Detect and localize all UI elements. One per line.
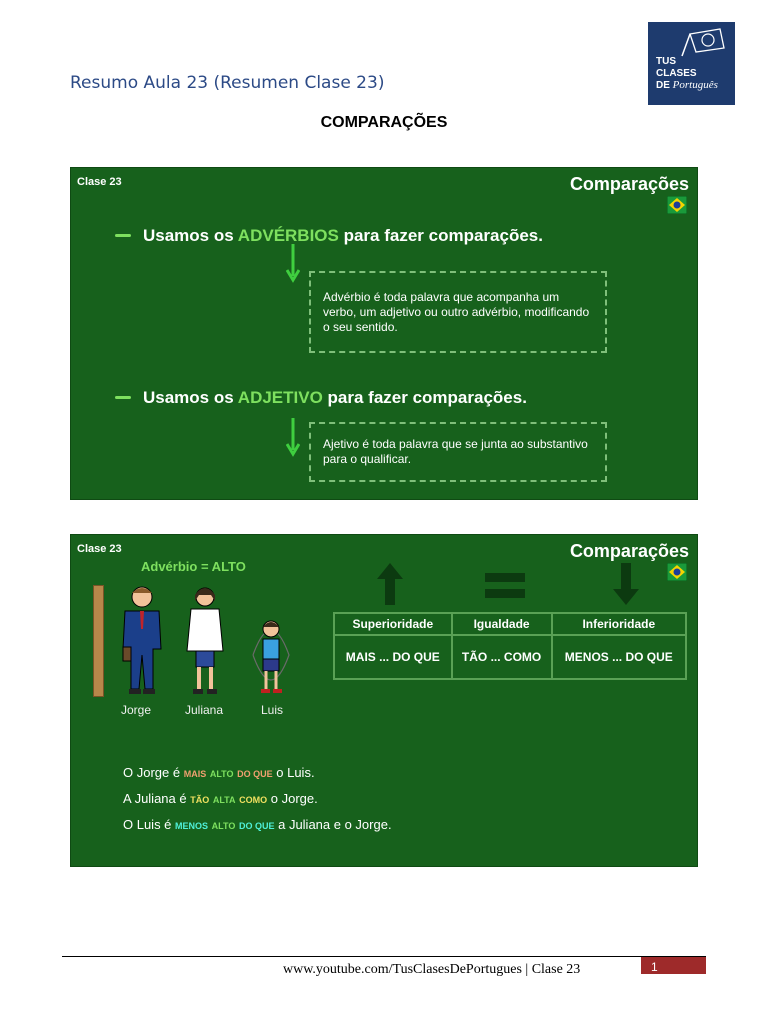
brazil-flag-icon: [667, 563, 687, 581]
man-figure-icon: [119, 585, 165, 697]
boy-jumping-rope-icon: [247, 615, 295, 697]
brazil-flag-icon: [667, 196, 687, 214]
slide-comparacoes: [70, 534, 698, 867]
slide-adverbios: [70, 167, 698, 500]
value-superioridade: MAIS ... DO QUE: [334, 635, 452, 679]
footer-text: www.youtube.com/TusClasesDePortugues | Clase 23: [283, 962, 581, 977]
value-igualdade: TÃO ... COMO: [452, 635, 552, 679]
adverbio-definition-box: Advérbio é toda palavra que acompanha um verbo, um adjetivo ou outro advérbio, modificando o seu sentido.: [309, 271, 607, 353]
document-title: Resumo Aula 23 (Resumen Clase 23): [70, 73, 385, 93]
down-arrow-icon: [286, 418, 300, 458]
value-inferioridade: MENOS ... DO QUE: [552, 635, 686, 679]
name-luis: Luis: [261, 703, 284, 717]
adjetivo-definition-box: Ajetivo é toda palavra que se junta ao substantivo para o qualificar.: [309, 422, 607, 482]
down-arrow-dark-icon: [613, 563, 639, 605]
adverbio-label: Advérbio = ALTO: [141, 559, 246, 574]
logo-line-3: DE Português: [656, 79, 718, 91]
page-heading: COMPARAÇÕES: [320, 114, 448, 131]
logo: [648, 22, 735, 105]
comparison-table: [333, 612, 687, 680]
name-juliana: Juliana: [185, 703, 224, 717]
header-inferioridade: Inferioridade: [552, 613, 686, 635]
header-superioridade: Superioridade: [334, 613, 452, 635]
slide-class-label: Clase 23: [77, 176, 122, 188]
adjetivo-statement: Usamos os ADJETIVO para fazer comparações.: [143, 388, 527, 407]
bullet-dash-icon: [115, 396, 131, 399]
woman-doctor-figure-icon: [183, 585, 227, 697]
header-igualdade: Igualdade: [452, 613, 552, 635]
equals-sign-icon: [485, 573, 525, 599]
page-number: 1: [641, 957, 706, 974]
down-arrow-icon: [286, 244, 300, 284]
slide-class-label: Clase 23: [77, 543, 122, 555]
logo-line-1: TUS: [656, 56, 676, 67]
adverbios-statement: Usamos os ADVÉRBIOS para fazer comparações.: [143, 226, 543, 245]
footer-divider: [62, 956, 706, 957]
example-sentence-3: O Luis é MENOS ALTO DO QUE a Juliana e o Jorge.: [123, 817, 392, 832]
name-jorge: Jorge: [121, 703, 152, 717]
example-sentence-2: A Juliana é TÃO ALTA COMO o Jorge.: [123, 791, 318, 806]
logo-line-2: CLASES: [656, 68, 697, 79]
slide-title: Comparações: [569, 174, 689, 194]
up-arrow-icon: [377, 563, 403, 605]
flag-logo-icon: [680, 28, 726, 58]
bullet-dash-icon: [115, 234, 131, 237]
example-sentence-1: O Jorge é MAIS ALTO DO QUE o Luis.: [123, 765, 315, 780]
slide-title: Comparações: [569, 541, 689, 561]
ruler-icon: [93, 585, 104, 697]
